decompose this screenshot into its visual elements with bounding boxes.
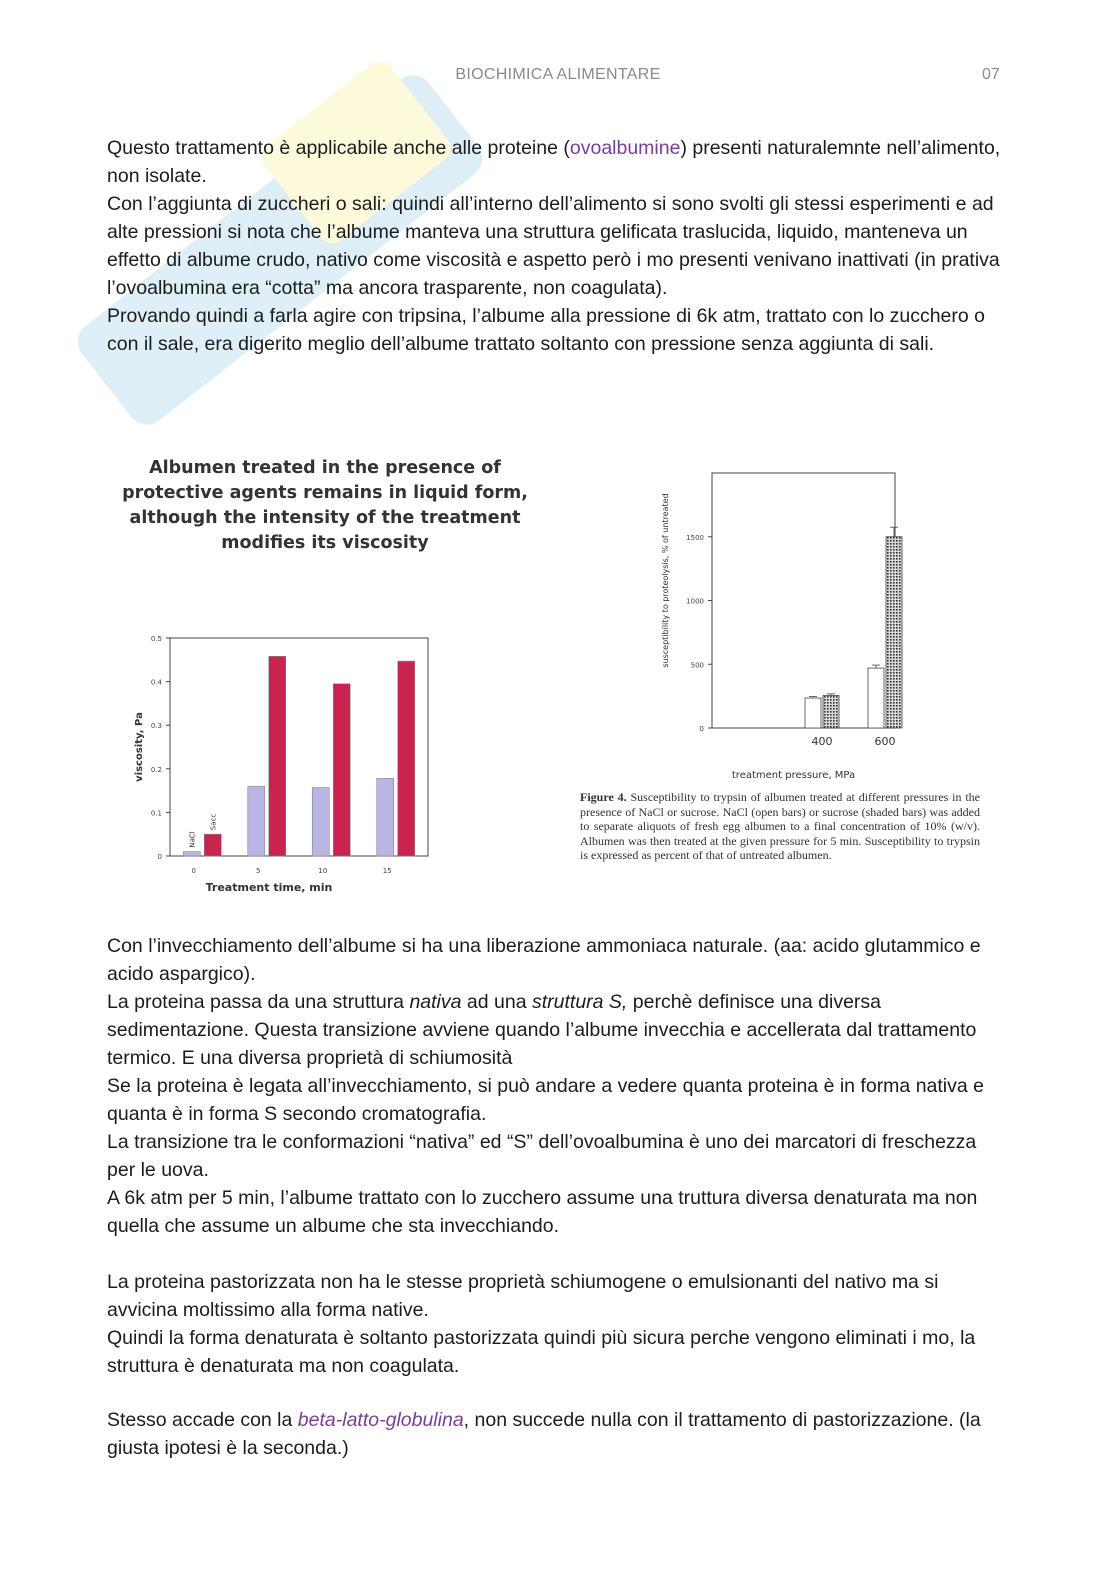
figure-left-title: Albumen treated in the presence of protective agents remains in liquid form, although the intensity of the treatment modifies its viscosity (122, 458, 528, 553)
italic-term: beta-latto-globulina (297, 1409, 464, 1431)
paragraph (107, 988, 1007, 1072)
text-run: Stesso accade con la (107, 1409, 298, 1431)
y-tick-label: 1000 (686, 597, 704, 606)
header-title: BIOCHIMICA ALIMENTARE (455, 66, 661, 83)
x-tick-label: 0 (191, 867, 196, 875)
bar-sucrose (823, 695, 839, 728)
text-run: ad una (461, 991, 532, 1013)
y-tick-label: 0.5 (150, 635, 162, 643)
paragraph-block-4 (107, 1406, 1007, 1462)
y-tick-label: 0.2 (150, 765, 162, 774)
paragraph: Con l’invecchiamento dell’albume si ha una liberazione ammoniaca naturale. (aa: acido glutammico e acido aspargico). (107, 935, 981, 985)
x-tick-label: 600 (874, 735, 896, 748)
paragraph: La transizione tra le conformazioni “nativa” ed “S” dell’ovoalbumina è uno dei marcatori di freschezza per le uova. (107, 1131, 977, 1181)
text-run: perchè definisce una diversa sedimentazione. Questa transizione avviene quando l’albume invecchia e accellerata dal trattamento termico. E una diversa proprietà di schiumosità (107, 991, 977, 1069)
y-tick-label: 0.4 (150, 678, 162, 687)
highlight-term: ovoalbumine (569, 137, 681, 159)
bar-nacl (248, 786, 265, 856)
bar-nacl (377, 778, 394, 856)
text-run: , non succede nulla con il trattamento di pastorizzazione. (la giusta ipotesi è la seconda.) (107, 1409, 981, 1459)
italic-term: nativa (409, 991, 462, 1013)
bar-sacc (204, 834, 221, 856)
bar-nacl (805, 698, 821, 728)
bar-sacc (269, 656, 286, 856)
viscosity-chart (120, 625, 440, 900)
paragraph-block-1 (107, 134, 1007, 358)
y-tick-label: 0 (157, 853, 162, 861)
x-tick-label: 5 (256, 867, 261, 875)
caption-label: Figure 4. (580, 790, 627, 804)
x-tick-label: 15 (382, 867, 392, 875)
x-tick-label: 400 (811, 735, 833, 748)
paragraph: Provando quindi a farla agire con tripsina, l’albume alla pressione di 6k atm, trattato con lo zucchero o con il sale, era digerito meglio dell’albume trattato soltanto con pressione senza aggiunta di sali. (107, 305, 985, 355)
caption-text: Susceptibility to trypsin of albumen treated at different pressures in the presence of NaCl or sucrose. NaCl (open bars) or sucrose (shaded bars) was added to separate aliquots of fresh egg albumen to a final concentration of 10% (w/v). Albumen was then treated at the given pressure for 5 min. Susceptibility to trypsin is expressed as percent of that of untreated albumen. (580, 790, 981, 863)
text-run: ) presenti naturalemnte nell’alimento, non isolate. (107, 137, 1001, 187)
italic-term: struttura S, (531, 991, 628, 1013)
y-axis-label: viscosity, Pa (134, 712, 145, 782)
paragraph: Quindi la forma denaturata è soltanto pastorizzata quindi più sicura perche vengono eliminati i mo, la struttura è denaturata ma non coagulata. (107, 1327, 976, 1377)
bar-sacc (333, 684, 350, 856)
bar-nacl (312, 788, 329, 856)
x-tick-label: 10 (318, 867, 328, 875)
paragraph: Con l’aggiunta di zuccheri o sali: quindi all’interno dell’alimento si sono svolti gli stessi esperimenti e ad alte pressioni si nota che l’albume manteva una struttura gelificata traslucida, liquido, manteneva un effetto di albume crudo, nativo come viscosità e aspetto però i mo presenti venivano inattivati (in prativa l’ovoalbumina era “cotta” ma ancora trasparente, non coagulata). (107, 193, 1000, 299)
paragraph (107, 134, 1007, 190)
bar-label: NaCl (188, 831, 197, 848)
y-tick-label: 0 (699, 725, 704, 733)
figure-caption (580, 790, 980, 863)
paragraph: Se la proteina è legata all’invecchiamento, si può andare a vedere quanta proteina è in forma nativa e quanta è in forma S secondo cromatografia. (107, 1075, 984, 1125)
y-tick-label: 0.3 (150, 722, 162, 731)
bar-nacl (183, 852, 200, 856)
y-tick-label: 0.1 (150, 809, 162, 818)
x-axis-label: treatment pressure, MPa (731, 770, 856, 780)
y-axis-label: susceptibility to proteolysis, % of untreated (661, 493, 670, 668)
trypsin-susceptibility-chart (650, 465, 910, 780)
paragraph: La proteina pastorizzata non ha le stesse proprietà schiumogene o emulsionanti del nativo ma si avvicina moltissimo alla forma native. (107, 1271, 939, 1321)
y-tick-label: 500 (690, 661, 704, 670)
bar-nacl (868, 668, 884, 728)
x-axis-label: Treatment time, min (205, 881, 333, 894)
paragraph (107, 1406, 1007, 1462)
bar-label: Sacc (209, 813, 218, 831)
page-number: 07 (982, 66, 1000, 83)
paragraph-block-2 (107, 932, 1007, 1240)
y-tick-label: 1500 (686, 533, 704, 542)
paragraph: A 6k atm per 5 min, l’albume trattato con lo zucchero assume una truttura diversa denaturata ma non quella che assume un albume che sta invecchiando. (107, 1187, 978, 1237)
text-run: Questo trattamento è applicabile anche alle proteine ( (107, 137, 570, 159)
plot-frame (712, 473, 895, 728)
text-run: La proteina passa da una struttura (107, 991, 410, 1013)
paragraph-block-3 (107, 1268, 1007, 1380)
bar-sacc (398, 661, 415, 856)
bar-sucrose (886, 537, 902, 728)
